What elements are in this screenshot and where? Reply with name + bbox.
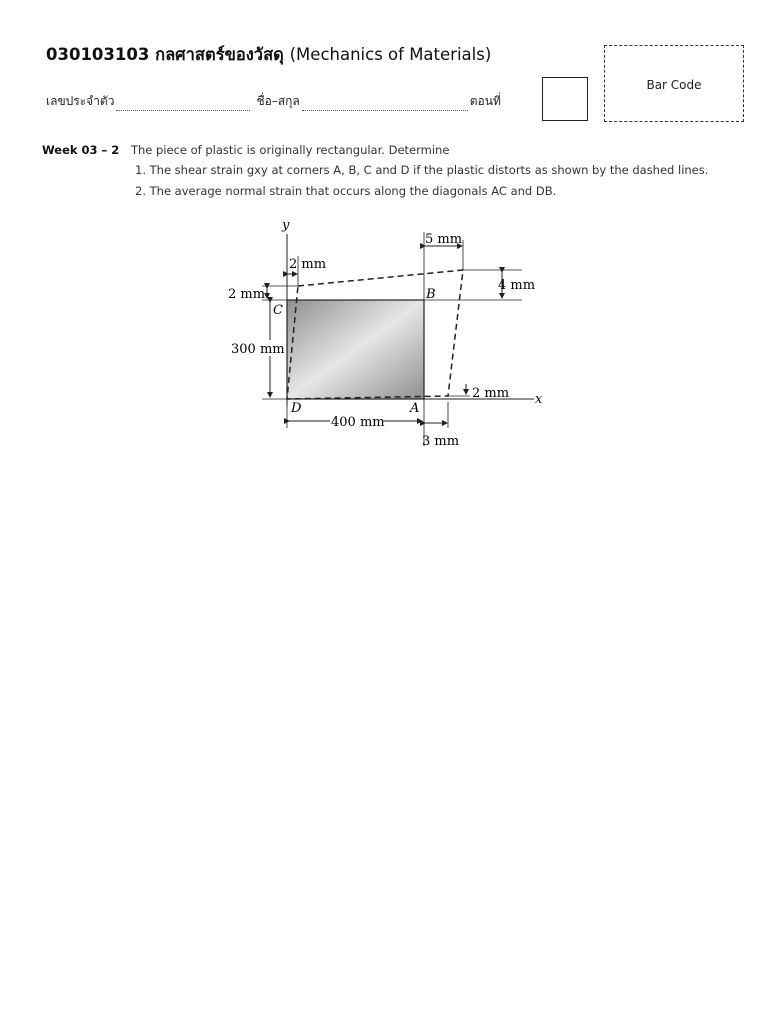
y-axis-label: y — [282, 218, 290, 233]
course-name-english: (Mechanics of Materials) — [289, 45, 492, 64]
question-2: 2. The average normal strain that occurs along the diagonals AC and DB. — [135, 184, 557, 198]
x-axis-label: x — [535, 392, 543, 407]
student-info-row — [46, 93, 501, 111]
label-3mm: 3 mm — [422, 434, 460, 449]
strain-figure — [222, 216, 552, 460]
corner-a-label: A — [410, 401, 420, 416]
label-300mm: 300 mm — [231, 342, 285, 357]
original-plate — [287, 300, 424, 399]
student-id-label: เลขประจำตัว — [46, 94, 115, 108]
corner-c-label: C — [273, 303, 283, 318]
barcode-box — [604, 45, 744, 122]
student-id-field[interactable] — [116, 98, 250, 111]
section-label: ตอนที่ — [469, 94, 501, 108]
label-2mm-top: 2 mm — [289, 257, 327, 272]
section-number-box[interactable] — [542, 77, 588, 121]
corner-d-label: D — [291, 401, 302, 416]
deformation-diagram — [222, 216, 552, 456]
label-2mm-right: 2 mm — [472, 386, 510, 401]
problem-intro: The piece of plastic is originally rectangular. Determine — [130, 143, 450, 157]
barcode-label: Bar Code — [646, 78, 702, 92]
question-1: 1. The shear strain gxy at corners A, B, C and D if the plastic distorts as shown by the dashed lines. — [135, 163, 709, 177]
name-field[interactable] — [302, 98, 468, 111]
label-400mm: 400 mm — [331, 415, 385, 430]
course-name-thai: กลศาสตร์ของวัสดุ — [155, 45, 284, 64]
page-title — [46, 42, 491, 68]
label-4mm: 4 mm — [498, 278, 536, 293]
corner-b-label: B — [426, 287, 436, 302]
course-code: 030103103 — [46, 45, 150, 64]
label-5mm: 5 mm — [425, 232, 463, 247]
problem-statement — [42, 143, 449, 157]
week-label: Week 03 – 2 — [42, 143, 120, 157]
name-label: ชื่อ–สกุล — [256, 94, 300, 108]
label-2mm-left: 2 mm — [228, 287, 266, 302]
